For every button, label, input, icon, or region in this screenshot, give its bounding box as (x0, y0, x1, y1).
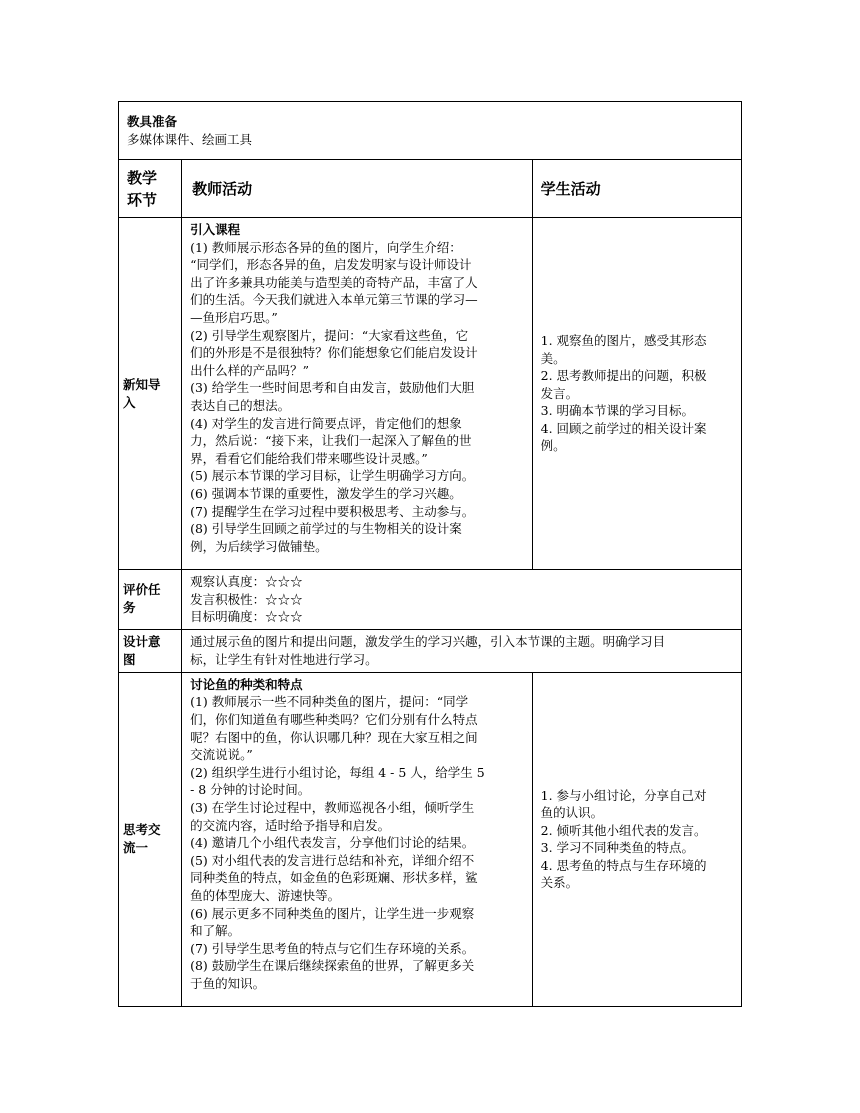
text-line: (6) 强调本节课的重要性，激发学生的学习兴趣。 (190, 485, 462, 501)
text-line: 于鱼的知识。 (190, 975, 266, 991)
text-line: (7) 引导学生思考鱼的特点与它们生存环境的关系。 (190, 940, 475, 956)
section1-teacher-lines (190, 239, 526, 556)
text-line: - 8 分钟的讨论时间。 (190, 782, 311, 798)
text-line: 4. 思考鱼的特点与生存环境的 (540, 857, 707, 873)
text-line: 4. 回顾之前学过的相关设计案 (540, 420, 707, 436)
design-line: 标，让学生有针对性地进行学习。 (190, 651, 378, 667)
text-line: —鱼形启巧思。” (190, 309, 278, 325)
section1-title: 引入课程 (190, 222, 241, 237)
section1-row (119, 218, 742, 570)
text-line: 出什么样的产品吗？” (190, 362, 309, 378)
text-line: (2) 引导学生观察图片，提问：“大家看这些鱼，它 (190, 327, 469, 343)
text-line: (7) 提醒学生在学习过程中要积极思考、主动参与。 (190, 503, 475, 519)
design-content (182, 629, 742, 672)
text-line: 力，然后说：“接下来，让我们一起深入了解鱼的世 (190, 433, 472, 449)
rating-stars: ☆☆☆ (265, 609, 303, 625)
text-line: (3) 给学生一些时间思考和自由发言，鼓励他们大胆 (190, 380, 475, 396)
design-stage (119, 629, 182, 672)
section2-stage (119, 672, 182, 1006)
design-stage-line2: 图 (123, 651, 136, 667)
text-line: 1. 观察鱼的图片，感受其形态 (540, 332, 707, 348)
text-line: “同学们，形态各异的鱼，启发发明家与设计师设计 (190, 257, 472, 273)
text-line: 例。 (540, 438, 566, 454)
evaluation-label: 目标明确度： (190, 609, 266, 625)
text-line: 鱼的体型庞大、游速快等。 (190, 887, 341, 903)
section2-stage-line1: 思考交 (123, 822, 161, 838)
prep-title: 教具准备 (127, 113, 178, 129)
section1-teacher (182, 218, 533, 570)
section1-stage (119, 218, 182, 570)
prep-cell (119, 102, 742, 160)
header-stage-line2: 环节 (127, 190, 158, 209)
text-line: 1. 参与小组讨论，分享自己对 (540, 787, 707, 803)
header-stage (119, 160, 182, 218)
evaluation-stage-line1: 评价任 (123, 582, 161, 598)
text-line: 2. 倾听其他小组代表的发言。 (540, 822, 707, 838)
text-line: 关系。 (540, 875, 579, 891)
evaluation-content (182, 570, 742, 630)
evaluation-item (190, 608, 735, 626)
text-line: 同种类鱼的特点，如金鱼的色彩斑斓、形状多样，鲨 (190, 870, 478, 886)
evaluation-row (119, 570, 742, 630)
section2-stage-line2: 流一 (123, 840, 149, 856)
prep-content: 多媒体课件、绘画工具 (127, 131, 253, 147)
header-teacher: 教师活动 (182, 160, 533, 218)
text-line: 2. 思考教师提出的问题，积极 (540, 368, 707, 384)
section2-title: 讨论鱼的种类和特点 (190, 676, 303, 692)
text-line: 们，你们知道鱼有哪些种类吗？它们分别有什么特点 (190, 711, 478, 727)
section2-teacher-lines (190, 693, 526, 992)
section1-student (532, 218, 741, 570)
text-line: (1) 教师展示一些不同种类鱼的图片，提问：“同学 (190, 694, 469, 710)
text-line: 们的生活。今天我们就进入本单元第三节课的学习— (190, 292, 478, 308)
text-line: 们的外形是不是很独特？你们能想象它们能启发设计 (190, 345, 478, 361)
lesson-plan-table (118, 101, 742, 1007)
text-line: (3) 在学生讨论过程中，教师巡视各小组，倾听学生 (190, 799, 475, 815)
evaluation-item (190, 573, 735, 591)
design-stage-line1: 设计意 (123, 633, 161, 649)
text-line: 发言。 (540, 385, 579, 401)
section1-stage-line1: 新知导 (123, 376, 161, 392)
text-line: 鱼的认识。 (540, 805, 604, 821)
text-line: (2) 组织学生进行小组讨论，每组 4 - 5 人，给学生 5 (190, 764, 485, 780)
rating-stars: ☆☆☆ (265, 591, 303, 607)
evaluation-label: 观察认真度： (190, 574, 266, 589)
text-line: (6) 展示更多不同种类鱼的图片，让学生进一步观察 (190, 905, 475, 921)
section2-row (119, 672, 742, 1006)
text-line: (1) 教师展示形态各异的鱼的图片，向学生介绍： (190, 239, 462, 255)
text-line: (8) 鼓励学生在课后继续探索鱼的世界，了解更多关 (190, 958, 475, 974)
text-line: 和了解。 (190, 923, 241, 939)
text-line: (4) 对学生的发言进行简要点评，肯定他们的想象 (190, 415, 462, 431)
text-line: 的交流内容，适时给予指导和启发。 (190, 817, 391, 833)
rating-stars: ☆☆☆ (265, 574, 303, 589)
section2-student-lines (541, 787, 735, 893)
evaluation-stage-line2: 务 (123, 600, 136, 616)
evaluation-label: 发言积极性： (190, 591, 266, 607)
text-line: (4) 邀请几个小组代表发言，分享他们讨论的结果。 (190, 835, 475, 851)
section2-student (532, 672, 741, 1006)
text-line: 出了许多兼具功能美与造型美的奇特产品，丰富了人 (190, 274, 478, 290)
evaluation-item (190, 591, 735, 609)
header-stage-line1: 教学 (127, 168, 158, 187)
text-line: (5) 展示本节课的学习目标，让学生明确学习方向。 (190, 468, 475, 484)
text-line: 交流说说。” (190, 747, 253, 763)
text-line: 界，看看它们能给我们带来哪些设计灵感。” (190, 450, 428, 466)
text-line: (8) 引导学生回顾之前学过的与生物相关的设计案 (190, 521, 462, 537)
text-line: 3. 明确本节课的学习目标。 (540, 403, 695, 419)
text-line: 表达自己的想法。 (190, 397, 291, 413)
text-line: (5) 对小组代表的发言进行总结和补充，详细介绍不 (190, 852, 475, 868)
header-student: 学生活动 (532, 160, 741, 218)
section1-student-lines (541, 332, 735, 455)
text-line: 呢？右图中的鱼，你认识哪几种？现在大家互相之间 (190, 729, 478, 745)
text-line: 美。 (540, 350, 566, 366)
prep-row (119, 102, 742, 160)
section2-teacher (182, 672, 533, 1006)
header-row (119, 160, 742, 218)
text-line: 3. 学习不同种类鱼的特点。 (540, 840, 695, 856)
section1-stage-line2: 入 (123, 394, 136, 410)
design-row (119, 629, 742, 672)
design-line: 通过展示鱼的图片和提出问题，激发学生的学习兴趣，引入本节课的主题。明确学习目 (190, 634, 666, 650)
evaluation-stage (119, 570, 182, 630)
text-line: 例，为后续学习做铺垫。 (190, 538, 328, 554)
